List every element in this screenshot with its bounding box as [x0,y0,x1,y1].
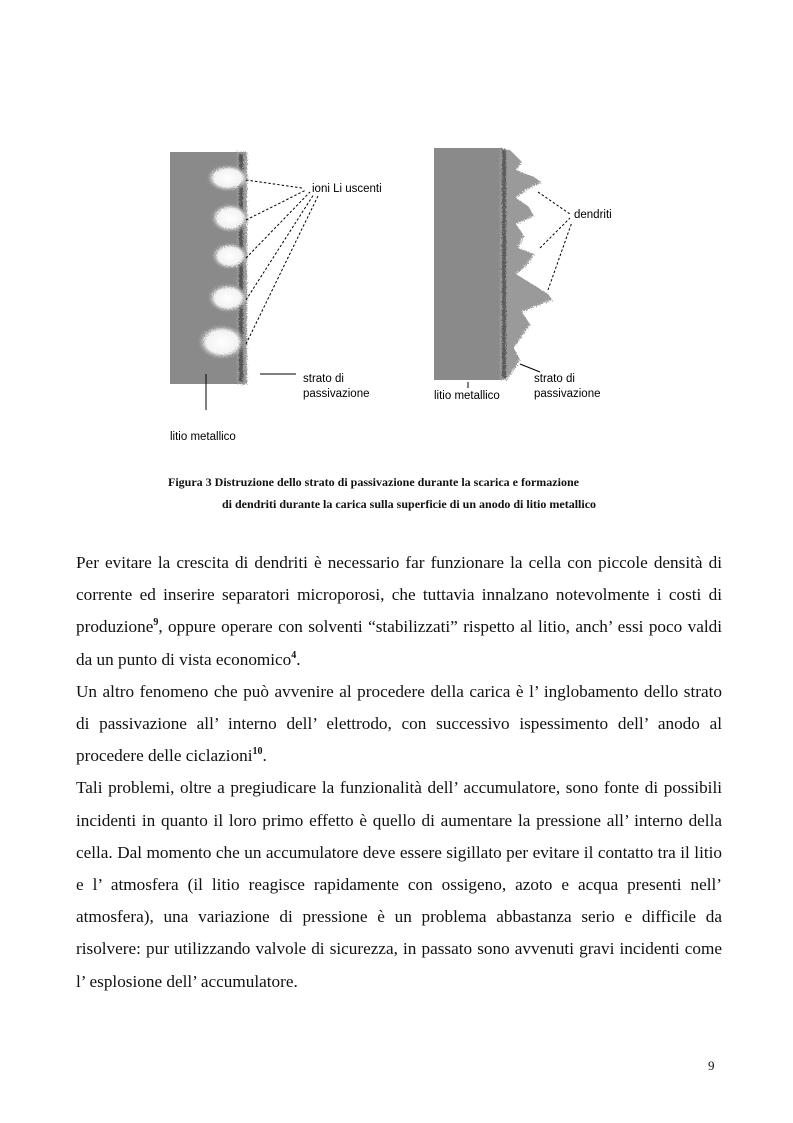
paragraph-2 [76,676,722,773]
lithium-metal-right [434,148,502,380]
label-passivation-left-1: strato di [303,373,344,385]
ion-leader-lines [246,180,318,344]
left-panel [170,152,318,410]
label-metal-right: litio metallico [434,390,500,402]
caption-line-2: di dendriti durante la carica sulla superficie di un anodo di litio metallico [222,497,597,511]
figure-illustration [150,140,630,450]
p2-text-b: . [262,746,267,766]
page-number: 9 [708,1058,715,1073]
citation-4: 4 [291,649,297,661]
figure-3 [150,140,630,450]
p1-text-b: , oppure operare con solventi “stabilizzati” rispetto al litio, anch’ essi poco valdi da un punto di vista economico [76,617,722,669]
dendrite-leader-lines [538,192,572,290]
caption-line-1: Figura 3 Distruzione dello strato di passivazione durante la scarica e formazione [168,475,579,489]
label-li-ions: ioni Li uscenti [312,183,382,195]
p1-text-c: . [296,649,301,669]
p1-text-a: Per evitare la crescita di dendriti è necessario far funzionare la cella con piccole densità di corrente ed inserire separatori microporosi, che tuttavia innalzano notevolmente i costi di produzione [76,553,722,637]
label-passivation-right-2: passivazione [534,388,601,400]
paragraph-1 [76,547,722,676]
body-text [76,547,722,998]
label-passivation-left-2: passivazione [303,388,370,400]
passivation-pointer-right [520,364,540,372]
paragraph-3: Tali problemi, oltre a pregiudicare la funzionalità dell’ accumulatore, sono fonte di possibili incidenti in quanto il loro primo effetto è quello di aumentare la pressione all’ interno della cella. Dal momento che un accumulatore deve essere sigillato per evitare il contatto tra il litio e l’ atmosfera (il litio reagisce rapidamente con ossigeno, azoto e acqua presenti nell’ atmosfera), una variazione di pressione è un problema abbastanza serio e difficile da risolvere: pur utilizzando valvole di sicurezza, in passato sono avvenuti gravi incidenti come l’ esplosione dell’ accumulatore. [76,778,722,991]
citation-10: 10 [252,746,263,758]
p2-text-a: Un altro fenomeno che può avvenire al procedere della carica è l’ inglobamento dello strato di passivazione all’ interno dell’ elettrodo, con successivo ispessimento dell’ anodo al procedere delle ciclazioni [76,681,722,766]
label-metal-left: litio metallico [170,431,236,443]
label-dendrites: dendriti [574,209,612,221]
label-passivation-right-1: strato di [534,373,575,385]
dendrites [500,148,552,380]
dendrite-dark-specks [502,150,506,378]
right-panel [434,148,572,388]
citation-9: 9 [153,617,159,629]
